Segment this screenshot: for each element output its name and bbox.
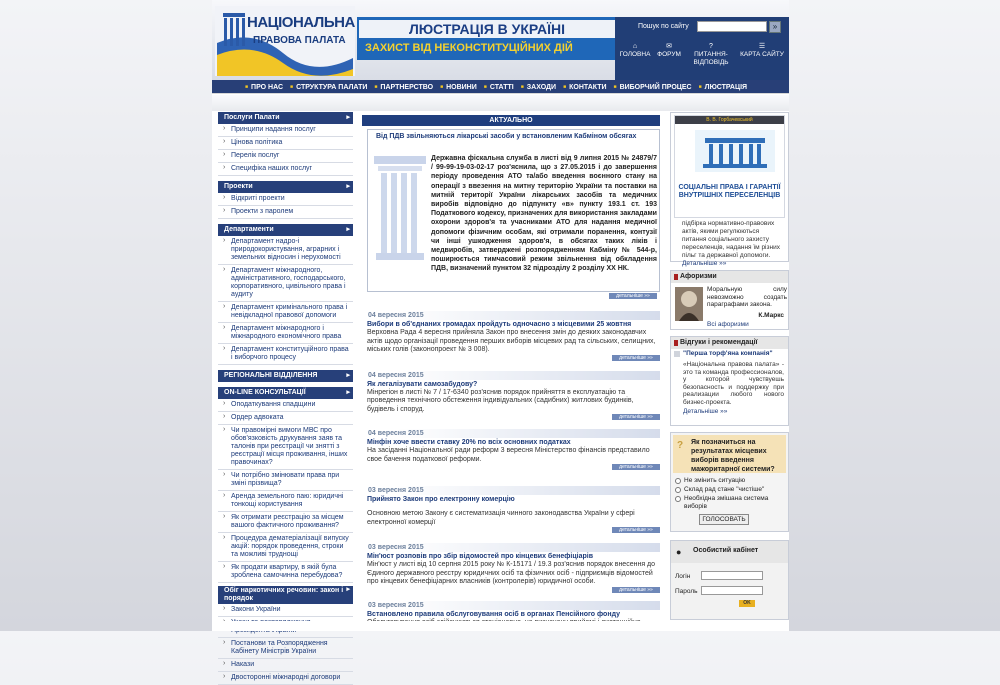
news-more-link[interactable]: детальніше »» — [612, 355, 660, 361]
link-dept-international[interactable]: › Департамент міжнародного і міжнародного економічного права — [218, 323, 353, 344]
left-sidebar — [218, 110, 353, 685]
poll-option-2[interactable] — [671, 486, 788, 494]
link-dept-admin[interactable]: › Департамент міжнародного, адміністративного, господарського, корпоративного, цивільного права і аудиту — [218, 265, 353, 302]
menu-about[interactable]: ■ ПРО НАС — [242, 84, 287, 91]
nav-forum-label: ФОРУМ — [657, 51, 681, 58]
page — [212, 0, 789, 681]
poll-option-label: Не змінить ситуацію — [684, 477, 746, 484]
logo[interactable] — [213, 3, 357, 77]
book-desc: підбірка нормативно-правових актів, якими регулюються питання соціального захисту переселенців, надання їм різних пільг та державної допомоги. — [682, 220, 780, 259]
aphorism-all-link[interactable]: Всі афоризми — [707, 321, 749, 328]
banner-subtitle: ЗАХИСТ ВІД НЕКОНСТИТУЦІЙНИХ ДІЙ — [365, 42, 573, 54]
poll-option-1[interactable] — [671, 477, 788, 485]
link-service-principles[interactable]: › Принципи надання послуг — [218, 124, 353, 137]
news-item — [367, 371, 660, 421]
menu-contacts[interactable]: ■ КОНТАКТИ — [560, 84, 610, 91]
link-dept-resources[interactable]: › Департамент надро-і природокористування, аграрних і земельних відносин і нерухомості — [218, 236, 353, 265]
cabinet-box — [670, 540, 789, 620]
menu-articles[interactable]: ■ СТАТТІ — [481, 84, 518, 91]
menu-events[interactable]: ■ ЗАХОДИ — [518, 84, 560, 91]
news-body: Мінрегіон в листі № 7 / 17-6340 роз'яснив порядок прийняття в експлуатацію та проведення технічного обстеження індивідуальних (садибних) житлових будинків, будівель і споруд. — [367, 388, 634, 413]
password-input[interactable] — [701, 586, 763, 595]
poll-option-3[interactable] — [671, 495, 788, 511]
home-icon: ⌂ — [632, 43, 638, 50]
news-date: 03 вересня 2015 — [367, 486, 660, 495]
aphorism-author: К.Маркс — [758, 312, 784, 319]
link-online-5[interactable]: › Аренда земельного паю: юридичні тонкощі користування — [218, 491, 353, 512]
nav-sitemap-label: КАРТА САЙТУ — [740, 51, 784, 58]
radio-icon — [675, 496, 681, 502]
banner-title: ЛЮСТРАЦІЯ В УКРАЇНІ — [359, 20, 615, 38]
link-service-specifics[interactable]: › Специфіка наших послуг — [218, 163, 353, 176]
book-box — [670, 112, 789, 267]
section-online[interactable]: ON-LINE КОНСУЛЬТАЦІЇ ▸ — [218, 387, 353, 399]
center-column — [360, 115, 662, 627]
nav-forum[interactable] — [653, 43, 685, 63]
link-orders[interactable]: › Накази — [218, 659, 353, 672]
menu-structure[interactable]: ■ СТРУКТУРА ПАЛАТИ — [287, 84, 371, 91]
nav-home-label: ГОЛОВНА — [619, 51, 651, 58]
header — [212, 0, 789, 80]
poll-option-label: Склад рад стане "чистіше" — [684, 486, 765, 493]
menu-partnership[interactable]: ■ ПАРТНЕРСТВО — [371, 84, 437, 91]
password-label: Пароль — [675, 588, 698, 595]
cabinet-title: Особистий кабінет — [693, 547, 759, 554]
news-title[interactable]: Мінфін хоче ввести ставку 20% по всіх основних податках — [367, 439, 571, 446]
link-resolutions[interactable]: › Постанови та Розпорядження Кабінету Міністрів України — [218, 638, 353, 659]
link-online-4[interactable]: › Чи потрібно змінювати права при зміні прізвища? — [218, 470, 353, 491]
news-title[interactable]: Встановлено правила обслуговування осіб в органах Пенсійного фонду — [367, 610, 620, 618]
menu-elections[interactable]: ■ ВИБОРЧИЙ ПРОЦЕС — [611, 84, 696, 91]
section-services[interactable]: Послуги Палати ▸ — [218, 112, 353, 124]
news-more-link[interactable]: детальніше »» — [612, 414, 660, 420]
link-pricing[interactable]: › Цінова політика — [218, 137, 353, 150]
forum-icon: ✉ — [666, 43, 672, 50]
poll-header — [673, 435, 786, 473]
search-input[interactable] — [697, 21, 767, 32]
aphorism-title: Афоризми — [671, 271, 788, 283]
actual-text: Державна фіскальна служба в листі від 9 липня 2015 № 24879/7 / 99-99-19-03-02-17 роз'яснила, що з 27.05.2015 і до завершення періоду проведення АТО та/або введення воєнного стану на операції з ввезення на митну територію України та поставки на митній території України лікарських засобів та медичних виробів відповідно до підпункту «в» пункту 193.1 ст. 193 Податкового кодексу, призначених для використання закладами охорони здоров'я та учасниками АТО для надання медичної допомоги фізичним особам, які отримали поранення, контузії чи інші ушкодження здоров'я, в обсягах таких ліків і медвиробів, затверджені розпорядженням Кабміну № 544-р, поширюється тимчасовий режим звільнення від обкладення ПДВ, визначений пунктом 32 підрозділу 2 розділу ХХ НК. — [431, 155, 657, 273]
poll-option-label: Необхідна змішана система виборів — [684, 495, 769, 510]
menu-lustration[interactable]: ■ ЛЮСТРАЦІЯ — [696, 84, 751, 91]
link-dept-constitutional[interactable]: › Департамент конституційного права і виборчого процесу — [218, 344, 353, 365]
login-label: Логін — [675, 573, 691, 580]
question-icon: ? — [709, 43, 713, 50]
portrait-icon — [675, 287, 703, 321]
news-item — [367, 311, 660, 361]
poll-box — [670, 432, 789, 532]
sitemap-icon: ☰ — [758, 43, 766, 50]
actual-more-link[interactable]: детальніше »» — [609, 293, 657, 299]
actual-box — [367, 129, 660, 299]
news-title[interactable]: Мін'юст розповів про збір відомостей про кінцевих бенефіціарів — [367, 553, 593, 560]
logo-line1: НАЦІОНАЛЬНА — [247, 14, 355, 31]
nav-home[interactable] — [619, 43, 651, 63]
right-sidebar — [670, 112, 789, 620]
link-online-2[interactable]: › Ордер адвоката — [218, 412, 353, 425]
news-item — [367, 486, 660, 533]
book-title: СОЦІАЛЬНІ ПРАВА І ГАРАНТІЇ ВНУТРІШНІХ ПЕРЕСЕЛЕНЦІВ — [678, 184, 781, 199]
nav-sitemap[interactable] — [738, 43, 786, 63]
news-more-link[interactable]: детальніше »» — [612, 464, 660, 470]
link-dept-criminal[interactable]: › Департамент кримінального права і невідкладної правової допомоги — [218, 302, 353, 323]
link-online-1[interactable]: › Оподаткування спадщини — [218, 399, 353, 412]
news-body: Основною метою Закону є систематизація чинного законодавства України у сфері електронної комерції — [367, 510, 635, 526]
logo-line2: ПРАВОВА ПАЛАТА — [253, 35, 346, 46]
radio-icon — [675, 487, 681, 493]
section-drugs[interactable]: Обіг наркотичних речовин: закон і порядок ▸ — [218, 586, 353, 604]
link-online-6[interactable]: › Як отримати реєстрацію за місцем вашого фактичного проживання? — [218, 512, 353, 533]
reviews-more-link[interactable]: Детальніше »» — [683, 407, 728, 415]
news-body: На засіданні Національної ради реформ 3 вересня Міністерство фінансів представило свое бачення податкової реформи. — [367, 447, 650, 463]
link-open-projects[interactable]: › Відкриті проекти — [218, 193, 353, 206]
section-projects[interactable]: Проекти ▸ — [218, 181, 353, 193]
banner[interactable] — [357, 17, 615, 60]
user-icon: ● — [676, 547, 682, 557]
news-item — [367, 543, 660, 593]
poll-question: Як позначиться на результатах місцевих виборів введення мажоритарної системи? — [691, 439, 775, 473]
link-online-7[interactable]: › Процедура дематеріалізації випуску акцій: порядок проведення, строки та можливі труднощі — [218, 533, 353, 562]
news-body: Верховна Рада 4 вересня прийняла Закон про внесення змін до деяких законодавчих актів щодо організації проведення перших виборів місцевих рад та сільських, селищних, міських голів (законопроект № 3 008). — [367, 329, 656, 353]
login-ok-button[interactable]: OK — [739, 600, 755, 607]
news-title[interactable]: Як легалізувати самозабудову? — [367, 380, 478, 388]
radio-icon — [675, 478, 681, 484]
building-icon — [695, 130, 775, 172]
news-more-link[interactable]: детальніше »» — [612, 527, 660, 533]
news-date: 04 вересня 2015 — [367, 429, 660, 438]
link-laws[interactable]: › Закони України — [218, 604, 353, 617]
footer-strip — [212, 621, 789, 631]
login-input[interactable] — [701, 571, 763, 580]
link-treaties[interactable]: › Двосторонні міжнародні договори — [218, 672, 353, 685]
reviews-company[interactable]: "Перша торф'яна компанія" — [683, 350, 773, 357]
link-online-8[interactable]: › Як продати квартиру, в якій була зроблена самочинна перебудова? — [218, 562, 353, 583]
book-more-link[interactable]: Детальніше »» — [682, 260, 727, 267]
news-date: 04 вересня 2015 — [367, 371, 660, 380]
news-date: 03 вересня 2015 — [367, 543, 660, 552]
book-cover[interactable] — [674, 115, 785, 218]
book-author: В. В. Горбачевський — [675, 116, 784, 124]
aphorism-quote: Моральную силу невозможно создать параграфами закона. — [707, 286, 787, 308]
section-regional[interactable]: РЕГІОНАЛЬНІ ВІДДІЛЕННЯ ▸ — [218, 370, 353, 382]
search-label: Пошук по сайту — [638, 23, 689, 30]
search-button[interactable]: » — [769, 21, 781, 33]
news-body: Мін'юст у листі від 10 серпня 2015 року № К-15171 / 19.3 роз'яснив порядок внесення до Єдиного державного реєстру юридичних осіб та фізичних осіб - підприємців відомостей про кінцевих бенефіціарних власників (контролерів) юридичної особи. — [367, 561, 656, 585]
news-title[interactable]: Вибори в об'єднаних громадах пройдуть одночасно з місцевими 25 жовтня — [367, 321, 632, 328]
news-title[interactable]: Прийнято Закон про електронну комерцію — [367, 496, 515, 503]
link-online-3[interactable]: › Чи правомірні вимоги МВС про обов'язковість друкування заяв та талонів при реєстрації чи знятті з реєстрації місця проживання, інших правочинах? — [218, 425, 353, 470]
news-date: 03 вересня 2015 — [367, 601, 660, 610]
pillar-icon — [374, 156, 426, 260]
menu-shadow — [212, 95, 789, 111]
news-item — [367, 429, 660, 470]
section-departments[interactable]: Департаменти ▸ — [218, 224, 353, 236]
actual-title[interactable]: Від ПДВ звільняються лікарські засоби у встановленим Кабміном обсягах — [376, 133, 637, 140]
reviews-title: Відгуки і рекомендації — [671, 337, 788, 349]
actual-header: АКТУАЛЬНО — [362, 115, 660, 126]
news-more-link[interactable]: детальніше »» — [612, 587, 660, 593]
nav-faq[interactable] — [687, 43, 735, 66]
aphorism-box — [670, 270, 789, 330]
company-logo-icon — [674, 351, 680, 357]
link-service-list[interactable]: › Перелік послуг — [218, 150, 353, 163]
poll-question-icon: ? — [677, 440, 684, 451]
menu-news[interactable]: ■ НОВИНИ — [437, 84, 481, 91]
news-date: 04 вересня 2015 — [367, 311, 660, 320]
link-password-projects[interactable]: › Проекти з паролем — [218, 206, 353, 219]
reviews-text: «Національна правова палата» - это та команда профессионалов, у которой чувствуешь безопасность и поддержку при реализации любого нового бизнес-проекта. — [683, 361, 784, 406]
nav-faq-label: ПИТАННЯ-ВІДПОВІДЬ — [693, 51, 729, 66]
reviews-box — [670, 336, 789, 426]
main-menu — [212, 80, 789, 94]
vote-button[interactable]: ГОЛОСОВАТЬ — [699, 514, 749, 525]
